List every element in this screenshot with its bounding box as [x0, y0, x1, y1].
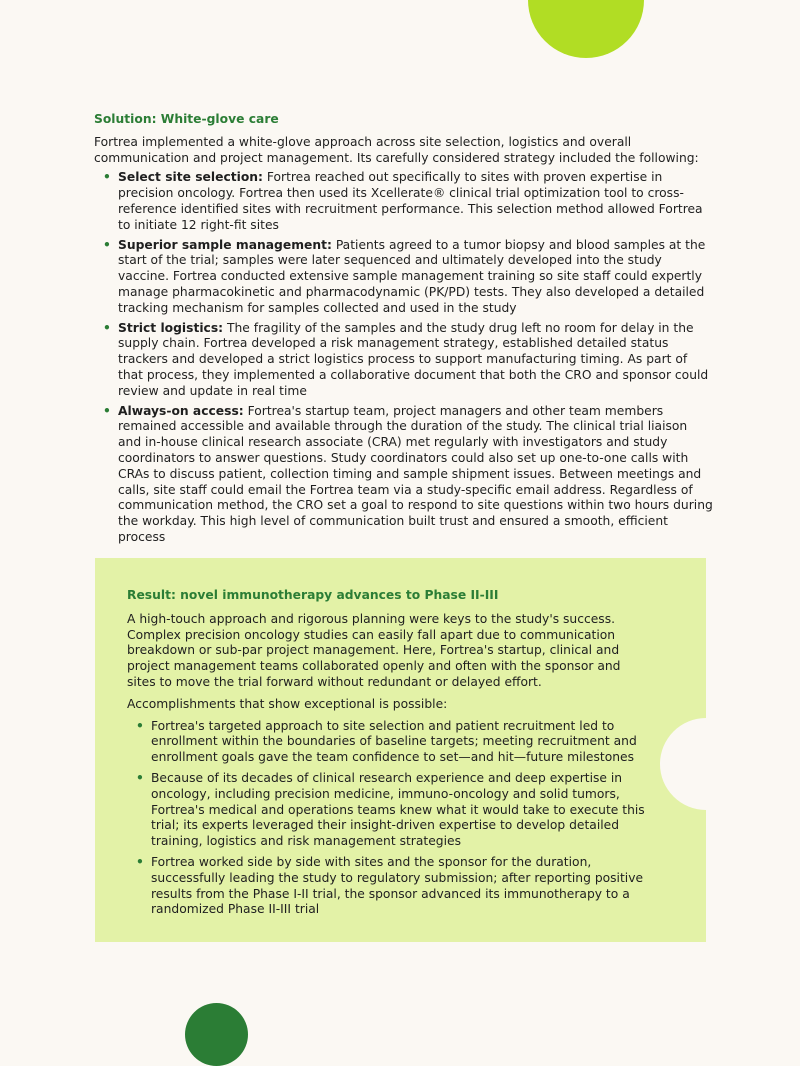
- result-paragraph: A high-touch approach and rigorous planning were keys to the study's success. Complex precision oncology studies can easily fall apart due to communication breakdown or sub-par project management. Here, Fortrea's startup, clinical and project management teams collaborated openly and often with the sponsor and sites to move the trial forward without redundant or delayed effort.: [127, 611, 621, 689]
- bullet-icon: •: [103, 403, 111, 418]
- bullet-lead: Select site selection:: [118, 170, 263, 185]
- list-item: [94, 404, 714, 546]
- solution-intro: Fortrea implemented a white-glove approach across site selection, logistics and overall communication and project management. Its carefully considered strategy included the following:: [94, 134, 699, 165]
- bullet-text: Patients agreed to a tumor biopsy and blood samples at the start of the trial; samples were later sequenced and ultimately developed into the study vaccine. Fortrea conducted extensive sample management training so site staff could expertly manage pharmacokinetic and pharmacodynamic (PK/PD) tests. They also developed a detailed tracking mechanism for samples collected and used in the study: [118, 237, 706, 315]
- result-accomplishments-intro: Accomplishments that show exceptional is possible:: [127, 696, 448, 711]
- list-item: [94, 321, 714, 400]
- list-item: [127, 855, 647, 918]
- bullet-icon: •: [136, 718, 144, 733]
- decorative-notch: [660, 718, 752, 810]
- bullet-text: Fortrea worked side by side with sites and the sponsor for the duration, successfully leading the study to regulatory submission; after reporting positive results from the Phase I-II trial, the sponsor advanced its immunotherapy to a randomized Phase II-III trial: [151, 854, 644, 917]
- bullet-text: The fragility of the samples and the study drug left no room for delay in the supply chain. Fortrea developed a risk management strategy, established detailed status trackers and developed a strict logistics process to support manufacturing timing. As part of that process, they implemented a collaborative document that both the CRO and sponsor could review and update in real time: [118, 320, 709, 398]
- result-bullet-list: [127, 719, 647, 919]
- bullet-icon: •: [103, 170, 111, 185]
- list-item: [127, 771, 647, 850]
- solution-heading: Solution: White-glove care: [94, 112, 279, 126]
- bullet-icon: •: [136, 770, 144, 785]
- bullet-text: Fortrea reached out specifically to sites with proven expertise in precision oncology. Fortrea then used its Xcellerate® clinical trial optimization tool to cross-reference identified sites with recruitment performance. This selection method allowed Fortrea to initiate 12 right-fit sites: [118, 170, 703, 232]
- bullet-icon: •: [136, 854, 144, 869]
- bullet-lead: Superior sample management:: [118, 237, 332, 252]
- bullet-icon: •: [103, 237, 111, 252]
- bullet-text: Fortrea's targeted approach to site selection and patient recruitment led to enrollment within the boundaries of baseline targets; meeting recruitment and enrollment goals gave the team confidence to set—and hit—future milestones: [151, 718, 637, 765]
- decorative-circle-top: [528, 0, 644, 58]
- bullet-icon: •: [103, 320, 111, 335]
- result-heading: Result: novel immunotherapy advances to Phase II-III: [127, 588, 499, 602]
- list-item: [127, 719, 647, 766]
- bullet-text: Fortrea's startup team, project managers and other team members remained accessible and available through the duration of the study. The clinical trial liaison and in-house clinical research associate (CRA) met regularly with investigators and study coordinators to answer questions. Study coordinators could also set up one-to-one calls with CRAs to discuss patient, collection timing and sample shipment issues. Between meetings and calls, site staff could email the Fortrea team via a study-specific email address. Regardless of communication method, the CRO set a goal to respond to site questions within two hours during the workday. This high level of communication built trust and ensured a smooth, efficient process: [118, 403, 713, 544]
- solution-section: [94, 112, 714, 550]
- list-item: [94, 170, 714, 233]
- bullet-lead: Strict logistics:: [118, 320, 224, 335]
- list-item: [94, 238, 714, 317]
- bullet-text: Because of its decades of clinical research experience and deep expertise in oncology, including precision medicine, immuno-oncology and solid tumors, Fortrea's medical and operations teams knew what it would take to execute this trial; its experts leveraged their insight-driven expertise to develop detailed training, logistics and risk management strategies: [151, 770, 645, 849]
- bullet-lead: Always-on access:: [118, 403, 244, 418]
- result-section: [127, 588, 647, 923]
- solution-bullet-list: [94, 170, 714, 545]
